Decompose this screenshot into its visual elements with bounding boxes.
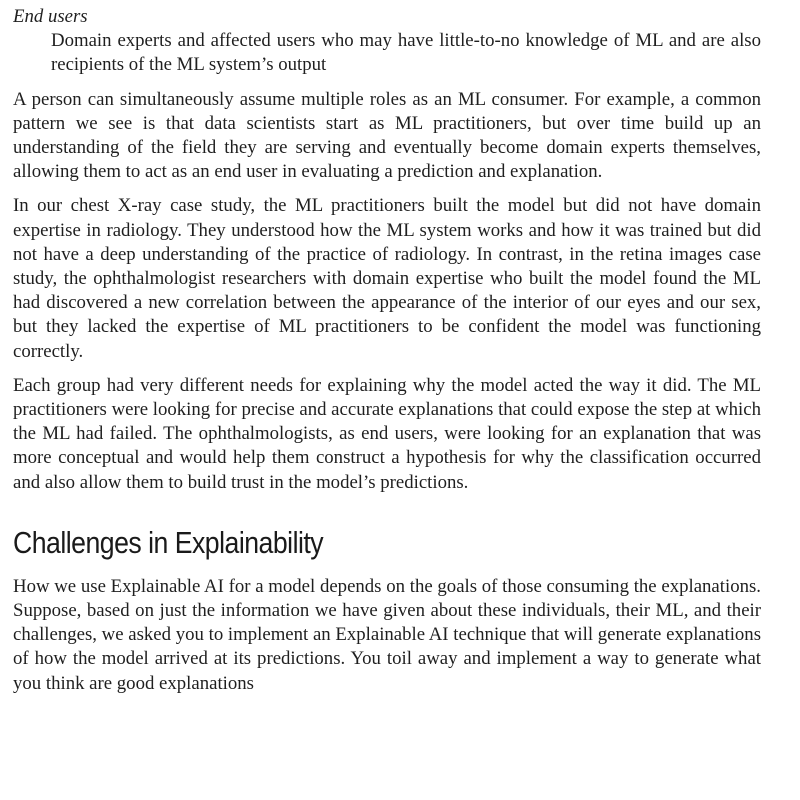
definition-description: Domain experts and affected users who may have little-to-no knowledge of ML and are also recipients of the ML system’s output [51,30,761,76]
definition-term: End users [13,6,88,27]
paragraph-explainability-goals: How we use Explainable AI for a model depends on the goals of those consuming the explanations. Suppose, based on just the information we have given about these individuals, their ML, and their challenges, we asked you to implement an Explainable AI technique that will generate explanations of how the model arrived at its predictions. You toil away and implement a way to generate what you think are good explanations [13,575,761,694]
section-heading: Challenges in Explainability [13,524,324,560]
paragraph-group-needs: Each group had very different needs for explaining why the model acted the way it did. The ML practitioners were looking for precise and accurate explanations that could expose the step at which the ML had failed. The ophthalmologists, as end users, were looking for an explanation that was more conceptual and would help them construct a hypothesis for why the classification occurred and also allow them to build trust in the model’s predictions. [13,374,761,493]
paragraph-case-studies: In our chest X-ray case study, the ML practitioners built the model but did not have domain expertise in radiology. They understood how the ML system works and how it was trained but did not have a deep understanding of the practice of radiology. In contrast, in the retina images case study, the ophthalmologist researchers with domain expertise who built the model found the ML had discovered a new correlation between the appearance of the interior of our eyes and our sex, but they lacked the expertise of ML practitioners to be confident the model was functioning correctly. [13,195,761,362]
document-page [13,0,761,800]
paragraph-multiple-roles: A person can simultaneously assume multiple roles as an ML consumer. For example, a common pattern we see is that data scientists start as ML practitioners, but over time build up an understanding of the field they are serving and eventually become domain experts themselves, allowing them to act as an end user in evaluating a prediction and explanation. [13,88,761,183]
